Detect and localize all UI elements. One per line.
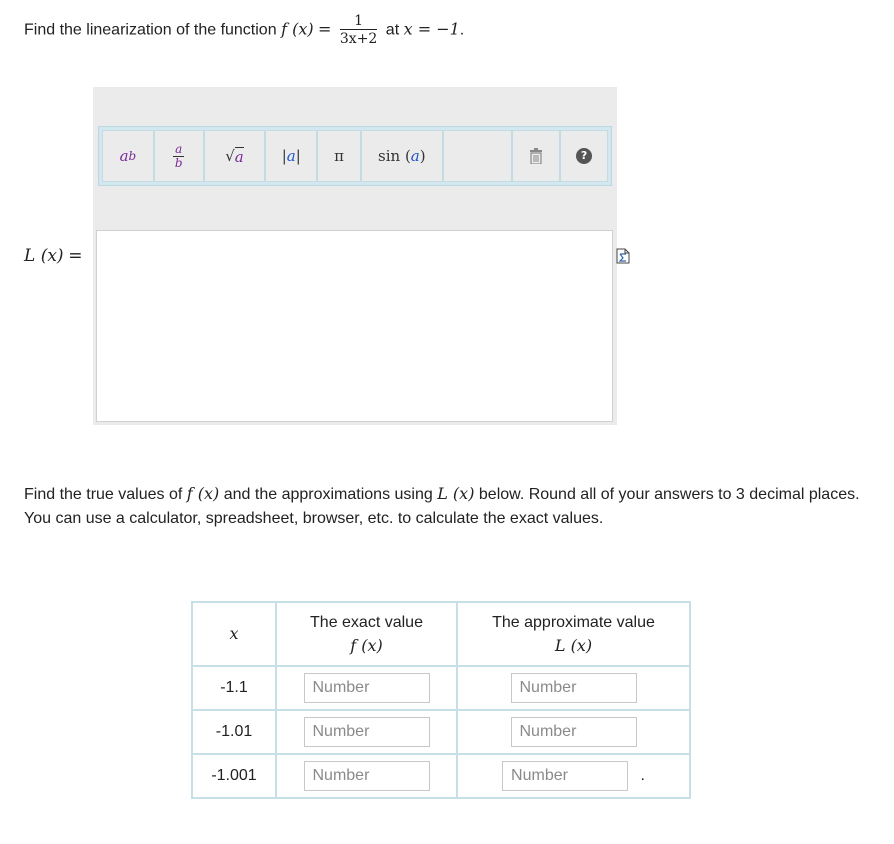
table-row: -1.001 Number Number . (192, 754, 690, 798)
fraction-button[interactable]: a b (154, 130, 204, 182)
evaluation-point: x = −1 (403, 19, 460, 39)
absolute-value-button[interactable]: | a | (265, 130, 317, 182)
header-exact: The exact value f (x) (276, 602, 457, 666)
sqrt-icon: √ (225, 147, 235, 165)
sine-button[interactable]: sin ( a ) (361, 130, 443, 182)
toolbar-spacer (443, 130, 513, 182)
values-table (191, 601, 691, 799)
pi-button[interactable] (317, 130, 361, 182)
trash-icon (529, 148, 543, 164)
instructions: Find the true values of f (x) and the approximations using L (x) below. Round all of your answers to 3 decimal places. You can use a calculator, spreadsheet, browser, etc. to calculate the exact values. (24, 484, 860, 527)
approx-value-input[interactable]: Number (511, 717, 637, 747)
answer-label: L (x) = (24, 246, 83, 266)
trailing-period: . (640, 767, 645, 784)
delete-button[interactable] (512, 130, 560, 182)
function-fraction: $\frac{1}{3x+2}$ (339, 13, 378, 47)
header-approx: The approximate value L (x) (457, 602, 690, 666)
table-row: -1.1 Number Number (192, 666, 690, 710)
answer-input[interactable] (96, 230, 613, 422)
equation-editor-icon[interactable] (616, 248, 630, 264)
approx-value-input[interactable]: Number (502, 761, 628, 791)
help-icon: ? (576, 148, 592, 164)
exact-value-input[interactable]: Number (304, 717, 430, 747)
question-prompt: Find the linearization of the function f (x) = $\frac{1}{3x+2}$ at x = −1. (24, 13, 465, 47)
math-toolbar (98, 126, 612, 186)
pi-icon: π (334, 147, 344, 165)
header-x: x (192, 602, 276, 666)
power-button[interactable]: a b (102, 130, 154, 182)
exact-value-input[interactable]: Number (304, 673, 430, 703)
sqrt-button[interactable]: √ a (204, 130, 266, 182)
table-row: -1.01 Number Number (192, 710, 690, 754)
approx-value-input[interactable]: Number (511, 673, 637, 703)
exact-value-input[interactable]: Number (304, 761, 430, 791)
help-button[interactable] (560, 130, 608, 182)
function-label: f (x) (281, 19, 314, 39)
